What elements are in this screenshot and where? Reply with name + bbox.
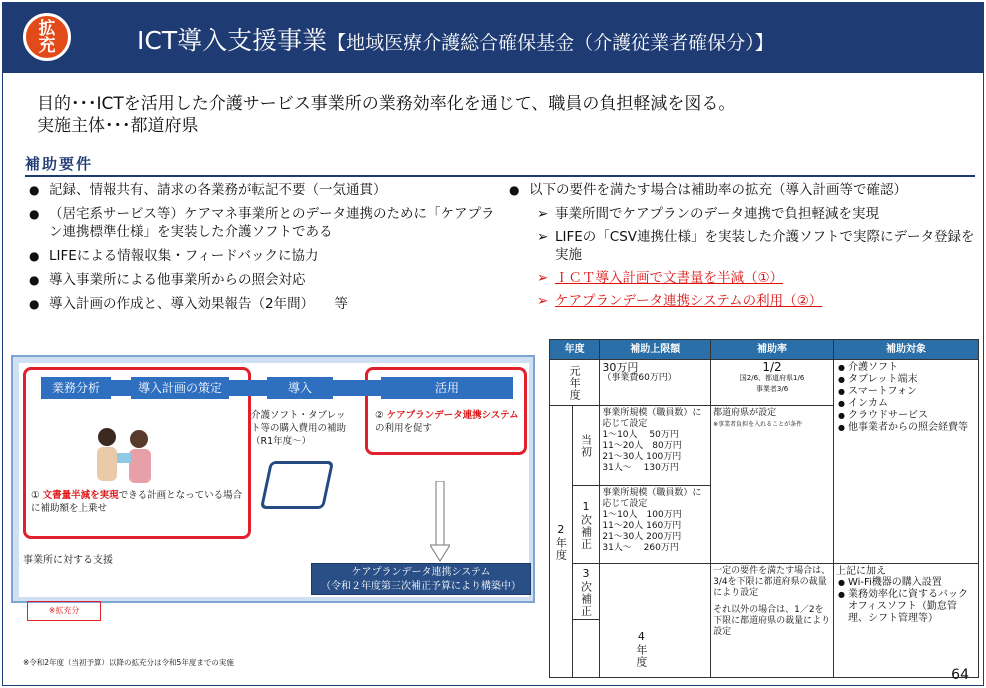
scale-head: 事業所規模（職員数）に応じて設定: [602, 488, 702, 509]
title-bar: [3, 3, 983, 73]
scale-2: [600, 486, 711, 564]
scale-row: 1～10人 50万円: [602, 430, 679, 440]
subsidy-table: [549, 339, 979, 678]
r1-rate: [711, 360, 834, 406]
r1-rate-value: 1/2: [762, 360, 782, 374]
year-r1: 元年度: [550, 360, 600, 406]
cond-2: それ以外の場合は、1／2を下限に都道府県の裁量により設定: [713, 605, 831, 637]
step-analysis: 業務分析: [41, 377, 111, 399]
pref-rate-text: 都道府県が設定: [713, 408, 777, 418]
footnote: ※令和2年度（当初予算）以降の拡充分は令和5年度までの実施: [23, 658, 234, 667]
system-title: ケアプランデータ連携システム: [351, 567, 491, 578]
flow-arrow: [111, 380, 131, 396]
scale-row: 31人～ 130万円: [602, 463, 679, 473]
expansion-legend: ※拡充分: [27, 601, 101, 621]
requirements-right: [509, 181, 979, 315]
expansion-lead: ● 以下の要件を満たす場合は補助率の拡充（導入計画等で確認）: [509, 181, 979, 199]
scale-row: 11～20人 80万円: [602, 441, 682, 451]
expansion-item: ➢ LIFEの「CSV連携仕様」を実装した介護ソフトで実際にデータ登録を実施: [537, 228, 979, 264]
cond-rate: [711, 564, 834, 678]
targets-1: [833, 360, 978, 564]
year-r4: 4年度: [572, 620, 710, 678]
page-number: 64: [951, 667, 969, 683]
down-arrow-icon: [430, 481, 450, 563]
col-target: 補助対象: [833, 340, 978, 360]
requirement-item: ● 導入計画の作成と、導入効果報告（2年間） 等: [29, 295, 499, 313]
target-item: ● 介護ソフト: [838, 362, 976, 374]
cond-1: 一定の要件を満たす場合は、3/4を下限に都道府県の裁量により設定: [713, 566, 831, 598]
scale-head: 事業所規模（職員数）に応じて設定: [602, 408, 702, 429]
requirements-heading: 補助要件: [25, 153, 975, 177]
expansion-list: [537, 205, 979, 310]
requirement-item: ● 記録、情報共有、請求の各業務が転記不要（一気通貫）: [29, 181, 499, 199]
expansion-item: ➢ 事業所間でケアプランのデータ連携で負担軽減を実現: [537, 205, 979, 223]
requirement-item: ● 導入事業所による他事業所からの照会対応: [29, 271, 499, 289]
system-note: （令和２年度第三次補正予算により構築中）: [321, 581, 521, 592]
title-text: ICT導入支援事業: [137, 26, 328, 55]
badge-char-2: 充: [38, 36, 56, 56]
target-item: ● 他事業者からの照会経費等: [838, 422, 976, 434]
pref-rate: [711, 406, 834, 564]
col-limit: 補助上限額: [600, 340, 711, 360]
year-r2-initial: 当初: [572, 406, 600, 486]
r1-limit-value: 30万円: [602, 361, 639, 374]
support-label: 事業所に対する支援: [23, 555, 113, 566]
col-year: 年度: [550, 340, 600, 360]
system-box: [311, 563, 531, 595]
flow-arrow: [333, 380, 381, 396]
badge-char-1: 拡: [38, 19, 56, 39]
year-r2-first: 1次補正: [572, 486, 600, 564]
targets-2: [833, 564, 978, 678]
note1-num: ①: [31, 490, 40, 501]
staff-illustration: [89, 423, 159, 489]
slide: [2, 2, 984, 686]
r1-limit: [600, 360, 711, 406]
expansion-item-red: ➢ ケアプランデータ連携システムの利用（②）: [537, 292, 979, 310]
note1-red: 文書量半減を実現: [42, 490, 119, 501]
note2-rest: の利用を促す: [375, 423, 433, 434]
col-rate: 補助率: [711, 340, 834, 360]
target-item: ● インカム: [838, 398, 976, 410]
title-subtitle: 【地域医療介護総合確保基金（介護従業者確保分）】: [327, 32, 774, 54]
scale-row: 1～10人 100万円: [602, 510, 682, 520]
flow-arrow: [229, 380, 267, 396]
scale-row: 31人～ 260万円: [602, 543, 679, 553]
note1-rest: できる計画となっている場合に補助額を上乗せ: [31, 490, 243, 514]
scale-row: 11～20人 160万円: [602, 521, 682, 531]
r1-rate-sub: 国2/6、都道府県1/6: [739, 374, 805, 382]
year-r2-third: 3次補正: [572, 564, 600, 620]
scale-row: 21～30人 200万円: [602, 532, 682, 542]
year-r2: 2年度: [550, 406, 573, 678]
scale-1: [600, 406, 711, 486]
requirement-item: ● （居宅系サービス等）ケアマネ事業所とのデータ連携のために「ケアプラン連携標準仕様」を実装した介護ソフトである: [29, 205, 499, 241]
r1-limit-sub: （事業費60万円）: [602, 373, 677, 383]
targets-2-lead: 上記に加え: [835, 566, 886, 577]
step-introduce: 導入: [267, 377, 333, 399]
requirements-left-list: [29, 181, 499, 319]
note2-red: ケアプランデータ連携システム: [386, 410, 519, 421]
intro-note: 介護ソフト・タブレット等の購入費用の補助（R1年度～）: [251, 410, 347, 447]
pref-rate-note: ※事業者負担を入れることが条件: [713, 421, 803, 428]
requirement-item: ● LIFEによる情報収集・フィードバックに協力: [29, 247, 499, 265]
implementer-line: 実施主体･･･都道府県: [37, 116, 199, 136]
r1-rate-sub2: 事業者3/6: [755, 385, 789, 393]
target-item: ● 業務効率化に資するバックオフィスソフト（勤怠管理、シフト管理等）: [838, 589, 976, 625]
scale-row: 21～30人 100万円: [602, 452, 682, 462]
note2-num: ②: [375, 410, 384, 421]
people-icon: [89, 423, 159, 489]
purpose-line: 目的･･･ICTを活用した介護サービス事業所の業務効率化を通じて、職員の負担軽減を図る。: [37, 94, 736, 114]
purpose-block: [37, 93, 735, 137]
expansion-badge: [23, 13, 71, 61]
target-item: ● スマートフォン: [838, 386, 976, 398]
step-planning: 導入計画の策定: [131, 377, 229, 399]
target-item: ● Wi-Fi機器の購入設置: [838, 577, 976, 589]
target-item: ● タブレット端末: [838, 374, 976, 386]
page-title: [137, 21, 774, 57]
tablet-icon: [260, 461, 334, 509]
step-utilize: 活用: [381, 377, 513, 399]
plan-note: [31, 489, 247, 515]
expansion-item-red: ➢ ＩＣＴ導入計画で文書量を半減（①）: [537, 269, 979, 287]
target-item: ● クラウドサービス: [838, 410, 976, 422]
use-note: [375, 409, 527, 435]
